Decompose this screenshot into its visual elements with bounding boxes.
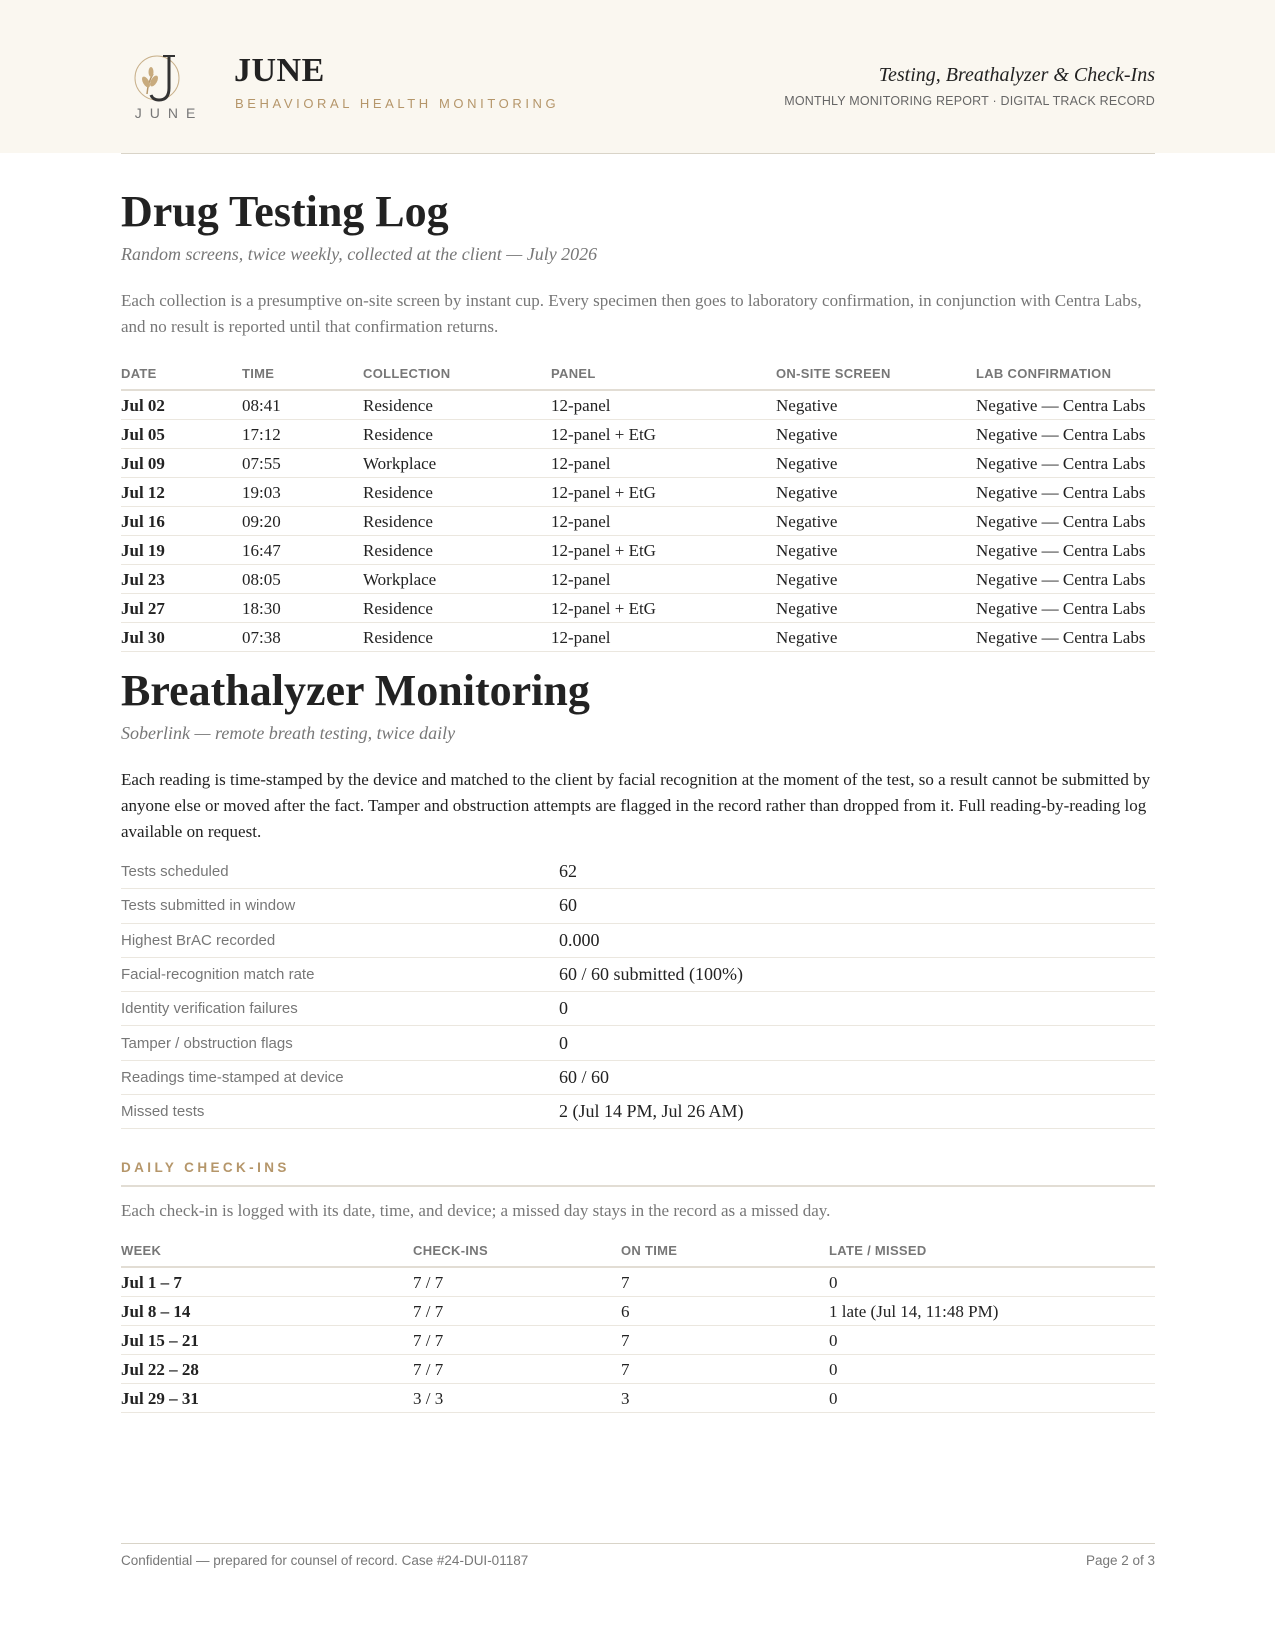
time-cell: 08:05 — [242, 564, 363, 593]
brand-name: JUNE — [234, 52, 325, 89]
onsite-cell: Negative — [776, 448, 976, 477]
stat-label: Facial-recognition match rate — [121, 957, 559, 991]
stat-value: 0.000 — [559, 923, 1155, 957]
time-cell: 19:03 — [242, 477, 363, 506]
ontime-cell: 3 — [621, 1383, 829, 1412]
table-row — [121, 506, 1155, 535]
checkins-intro: Each check-in is logged with its date, time, and device; a missed day stays in the record as a missed day. — [121, 1201, 831, 1221]
column-header: PANEL — [551, 366, 776, 390]
report-title: Testing, Breathalyzer & Check-Ins — [878, 64, 1155, 86]
stat-row — [121, 1060, 1155, 1094]
onsite-cell: Negative — [776, 477, 976, 506]
late-missed-cell: 1 late (Jul 14, 11:48 PM) — [829, 1296, 1155, 1325]
lab-cell: Negative — Centra Labs — [976, 564, 1155, 593]
stat-row — [121, 1026, 1155, 1060]
week-cell: Jul 22 – 28 — [121, 1354, 413, 1383]
column-header: COLLECTION — [363, 366, 551, 390]
table-row — [121, 1267, 1155, 1296]
date-cell: Jul 23 — [121, 564, 242, 593]
onsite-cell: Negative — [776, 390, 976, 419]
week-cell: Jul 8 – 14 — [121, 1296, 413, 1325]
footer-confidential: Confidential — prepared for counsel of record. Case #24-DUI-01187 — [121, 1553, 529, 1568]
late-missed-cell: 0 — [829, 1354, 1155, 1383]
breathalyzer-title: Breathalyzer Monitoring — [121, 665, 590, 715]
table-row — [121, 1296, 1155, 1325]
drug-testing-title: Drug Testing Log — [121, 187, 449, 236]
stat-value: 60 — [559, 889, 1155, 923]
column-header: ON TIME — [621, 1243, 829, 1267]
stat-value: 62 — [559, 855, 1155, 889]
checkins-cell: 7 / 7 — [413, 1296, 621, 1325]
stat-row — [121, 889, 1155, 923]
lab-cell: Negative — Centra Labs — [976, 622, 1155, 651]
breathalyzer-stats — [121, 855, 1155, 1130]
page-number: Page 2 of 3 — [1085, 1553, 1155, 1568]
collection-cell: Residence — [363, 477, 551, 506]
date-cell: Jul 05 — [121, 419, 242, 448]
panel-cell: 12-panel — [551, 564, 776, 593]
stat-row — [121, 957, 1155, 991]
date-cell: Jul 12 — [121, 477, 242, 506]
stat-row — [121, 1095, 1155, 1129]
column-header: LAB CONFIRMATION — [976, 366, 1155, 390]
ontime-cell: 7 — [621, 1354, 829, 1383]
page-content — [121, 187, 1155, 1413]
ontime-cell: 6 — [621, 1296, 829, 1325]
panel-cell: 12-panel + EtG — [551, 477, 776, 506]
drug-testing-table — [121, 366, 1155, 652]
checkins-cell: 7 / 7 — [413, 1354, 621, 1383]
column-header: ON-SITE SCREEN — [776, 366, 976, 390]
june-logo — [117, 50, 217, 135]
lab-cell: Negative — Centra Labs — [976, 535, 1155, 564]
stat-label: Tests submitted in window — [121, 889, 559, 923]
column-header: DATE — [121, 366, 242, 390]
collection-cell: Workplace — [363, 564, 551, 593]
checkins-cell: 7 / 7 — [413, 1267, 621, 1296]
stat-label: Tamper / obstruction flags — [121, 1026, 559, 1060]
panel-cell: 12-panel + EtG — [551, 419, 776, 448]
breathalyzer-subtitle: Soberlink — remote breath testing, twice daily — [121, 722, 456, 743]
breathalyzer-intro: Each reading is time-stamped by the device and matched to the client by facial recognition at the moment of the test, so a result cannot be submitted by anyone else or moved after the fact. Tamper and obstruction attempts are flagged in the record rather than dropped from it. Full reading-by-reading log available on request. — [121, 769, 1151, 841]
checkins-cell: 3 / 3 — [413, 1383, 621, 1412]
table-row — [121, 1325, 1155, 1354]
column-header: CHECK-INS — [413, 1243, 621, 1267]
lab-cell: Negative — Centra Labs — [976, 593, 1155, 622]
lab-cell: Negative — Centra Labs — [976, 448, 1155, 477]
stat-label: Identity verification failures — [121, 992, 559, 1026]
time-cell: 16:47 — [242, 535, 363, 564]
panel-cell: 12-panel + EtG — [551, 535, 776, 564]
stat-row — [121, 992, 1155, 1026]
week-cell: Jul 29 – 31 — [121, 1383, 413, 1412]
header-divider — [121, 153, 1155, 154]
date-cell: Jul 09 — [121, 448, 242, 477]
onsite-cell: Negative — [776, 419, 976, 448]
time-cell: 17:12 — [242, 419, 363, 448]
time-cell: 09:20 — [242, 506, 363, 535]
week-cell: Jul 1 – 7 — [121, 1267, 413, 1296]
lab-cell: Negative — Centra Labs — [976, 419, 1155, 448]
drug-testing-subtitle: Random screens, twice weekly, collected at the client — July 2026 — [121, 244, 598, 264]
checkins-cell: 7 / 7 — [413, 1325, 621, 1354]
footer-divider — [121, 1543, 1155, 1544]
week-cell: Jul 15 – 21 — [121, 1325, 413, 1354]
logo-wordmark: JUNE — [134, 105, 204, 121]
time-cell: 07:38 — [242, 622, 363, 651]
onsite-cell: Negative — [776, 535, 976, 564]
onsite-cell: Negative — [776, 622, 976, 651]
late-missed-cell: 0 — [829, 1383, 1155, 1412]
stat-value: 60 / 60 — [559, 1060, 1155, 1094]
stat-label: Tests scheduled — [121, 855, 559, 889]
stat-label: Missed tests — [121, 1095, 559, 1129]
collection-cell: Residence — [363, 390, 551, 419]
stat-value: 0 — [559, 1026, 1155, 1060]
table-row — [121, 564, 1155, 593]
panel-cell: 12-panel — [551, 622, 776, 651]
panel-cell: 12-panel + EtG — [551, 593, 776, 622]
date-cell: Jul 30 — [121, 622, 242, 651]
table-row — [121, 390, 1155, 419]
table-row — [121, 622, 1155, 651]
panel-cell: 12-panel — [551, 448, 776, 477]
stat-label: Readings time-stamped at device — [121, 1060, 559, 1094]
leaf-monogram-icon — [117, 50, 217, 106]
table-header-row — [121, 1243, 1155, 1267]
time-cell: 08:41 — [242, 390, 363, 419]
brand-tagline: BEHAVIORAL HEALTH MONITORING — [235, 96, 560, 111]
report-header — [0, 0, 1275, 153]
lab-cell: Negative — Centra Labs — [976, 506, 1155, 535]
ontime-cell: 7 — [621, 1267, 829, 1296]
time-cell: 18:30 — [242, 593, 363, 622]
time-cell: 07:55 — [242, 448, 363, 477]
date-cell: Jul 16 — [121, 506, 242, 535]
stat-row — [121, 923, 1155, 957]
collection-cell: Residence — [363, 506, 551, 535]
collection-cell: Workplace — [363, 448, 551, 477]
lab-cell: Negative — Centra Labs — [976, 477, 1155, 506]
date-cell: Jul 02 — [121, 390, 242, 419]
table-row — [121, 535, 1155, 564]
collection-cell: Residence — [363, 593, 551, 622]
date-cell: Jul 19 — [121, 535, 242, 564]
panel-cell: 12-panel — [551, 390, 776, 419]
stat-value: 2 (Jul 14 PM, Jul 26 AM) — [559, 1095, 1155, 1129]
onsite-cell: Negative — [776, 564, 976, 593]
onsite-cell: Negative — [776, 593, 976, 622]
date-cell: Jul 27 — [121, 593, 242, 622]
ontime-cell: 7 — [621, 1325, 829, 1354]
collection-cell: Residence — [363, 535, 551, 564]
column-header: WEEK — [121, 1243, 413, 1267]
table-row — [121, 477, 1155, 506]
stat-row — [121, 855, 1155, 889]
table-row — [121, 1383, 1155, 1412]
stat-value: 0 — [559, 992, 1155, 1026]
column-header: TIME — [242, 366, 363, 390]
collection-cell: Residence — [363, 419, 551, 448]
drug-testing-intro: Each collection is a presumptive on-site screen by instant cup. Every specimen then goes to laboratory confirmation, in conjunction with Centra Labs, and no result is reported until that confirmation returns. — [121, 291, 1142, 336]
table-row — [121, 419, 1155, 448]
stat-value: 60 / 60 submitted (100%) — [559, 957, 1155, 991]
onsite-cell: Negative — [776, 506, 976, 535]
checkins-table — [121, 1243, 1155, 1413]
table-header-row — [121, 366, 1155, 390]
lab-cell: Negative — Centra Labs — [976, 390, 1155, 419]
stat-label: Highest BrAC recorded — [121, 923, 559, 957]
column-header: LATE / MISSED — [829, 1243, 1155, 1267]
table-row — [121, 448, 1155, 477]
table-row — [121, 593, 1155, 622]
checkins-heading: DAILY CHECK-INS — [121, 1160, 1155, 1187]
panel-cell: 12-panel — [551, 506, 776, 535]
table-row — [121, 1354, 1155, 1383]
report-subtitle: MONTHLY MONITORING REPORT · DIGITAL TRACK RECORD — [784, 94, 1155, 108]
collection-cell: Residence — [363, 622, 551, 651]
late-missed-cell: 0 — [829, 1267, 1155, 1296]
late-missed-cell: 0 — [829, 1325, 1155, 1354]
